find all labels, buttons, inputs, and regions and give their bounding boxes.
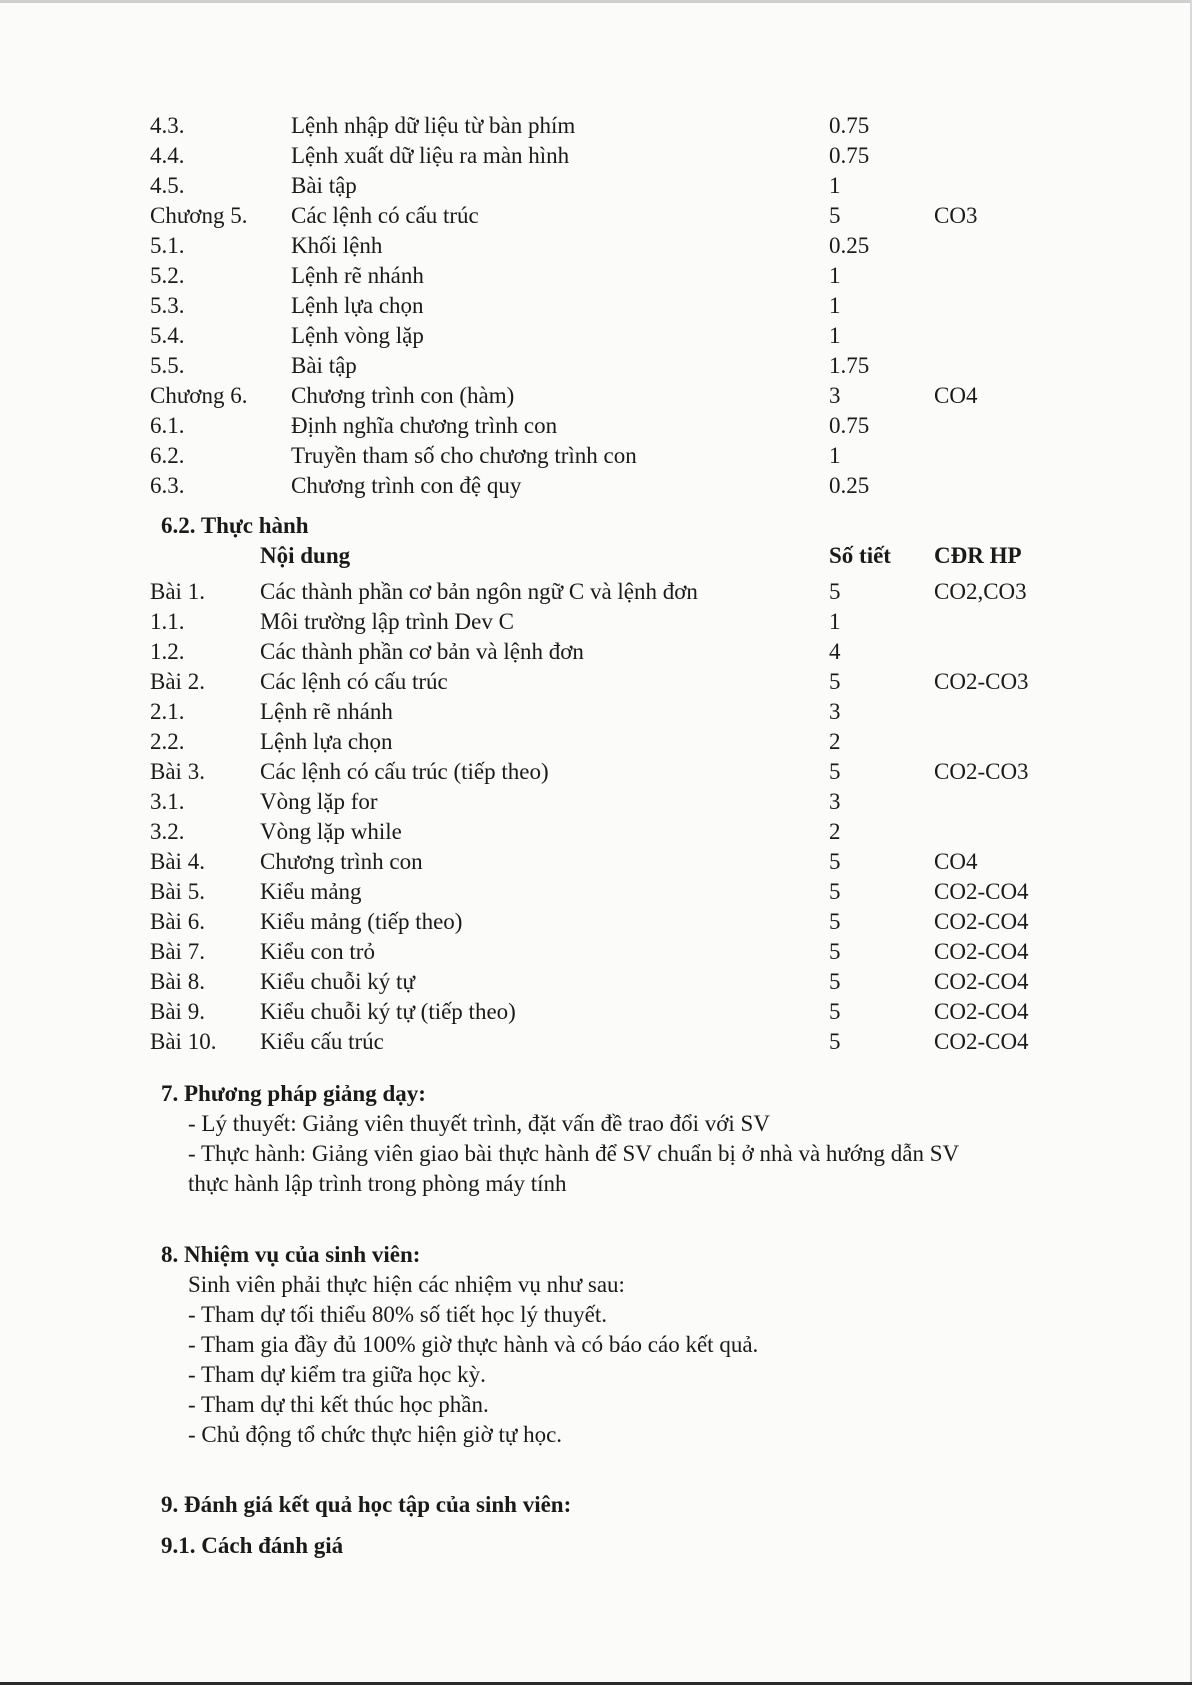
row-clo: CO2-CO3 xyxy=(934,669,1029,694)
row-clo: CO4 xyxy=(934,383,978,408)
row-number: 6.3. xyxy=(150,473,185,498)
theory-row xyxy=(0,471,1192,501)
practice-row xyxy=(0,1027,1192,1057)
row-number: 6.2. xyxy=(150,443,185,468)
row-content: Kiểu cấu trúc xyxy=(260,1029,384,1054)
row-hours: 5 xyxy=(829,909,841,934)
practice-row xyxy=(0,697,1192,727)
row-number: Bài 5. xyxy=(150,879,205,904)
theory-row xyxy=(0,291,1192,321)
row-content: Kiểu chuỗi ký tự (tiếp theo) xyxy=(260,999,516,1024)
section9-subheading: 9.1. Cách đánh giá xyxy=(161,1533,344,1558)
section7-line: - Lý thuyết: Giảng viên thuyết trình, đặt vấn đề trao đổi với SV xyxy=(188,1111,770,1136)
row-content: Các lệnh có cấu trúc (tiếp theo) xyxy=(260,759,549,784)
row-hours: 3 xyxy=(829,699,841,724)
col-content-header: Nội dung xyxy=(260,543,351,568)
row-clo: CO2-CO3 xyxy=(934,759,1029,784)
practice-row xyxy=(0,667,1192,697)
row-clo: CO4 xyxy=(934,849,978,874)
row-hours: 5 xyxy=(829,1029,841,1054)
scan-edge-top xyxy=(0,0,1192,3)
section8-line: - Tham dự kiểm tra giữa học kỳ. xyxy=(188,1362,486,1387)
row-clo: CO2-CO4 xyxy=(934,969,1029,994)
row-content: Các lệnh có cấu trúc xyxy=(291,203,479,228)
row-number: 2.2. xyxy=(150,729,185,754)
row-content: Các thành phần cơ bản ngôn ngữ C và lệnh đơn xyxy=(260,579,698,604)
row-content: Khối lệnh xyxy=(291,233,383,258)
row-content: Bài tập xyxy=(291,353,357,378)
row-hours: 0.75 xyxy=(829,413,870,438)
section7-line: thực hành lập trình trong phòng máy tính xyxy=(188,1171,567,1196)
row-content: Chương trình con đệ quy xyxy=(291,473,522,498)
row-content: Định nghĩa chương trình con xyxy=(291,413,558,438)
theory-row xyxy=(0,171,1192,201)
row-number: 1.2. xyxy=(150,639,185,664)
section8-heading: 8. Nhiệm vụ của sinh viên: xyxy=(161,1242,421,1267)
row-number: Bài 7. xyxy=(150,939,205,964)
theory-row xyxy=(0,261,1192,291)
row-content: Lệnh xuất dữ liệu ra màn hình xyxy=(291,143,570,168)
row-number: 2.1. xyxy=(150,699,185,724)
section8-line: - Tham dự tối thiểu 80% số tiết học lý thuyết. xyxy=(188,1302,607,1327)
row-number: 5.3. xyxy=(150,293,185,318)
practice-row xyxy=(0,937,1192,967)
row-hours: 0.75 xyxy=(829,143,870,168)
row-number: Bài 2. xyxy=(150,669,205,694)
row-content: Lệnh lựa chọn xyxy=(260,729,393,754)
row-clo: CO3 xyxy=(934,203,978,228)
row-hours: 1 xyxy=(829,323,841,348)
row-content: Lệnh vòng lặp xyxy=(291,323,424,348)
theory-row xyxy=(0,201,1192,231)
section8-line: Sinh viên phải thực hiện các nhiệm vụ như sau: xyxy=(188,1272,625,1297)
col-hours-header: Số tiết xyxy=(829,543,891,568)
row-content: Kiểu chuỗi ký tự xyxy=(260,969,415,994)
row-number: 1.1. xyxy=(150,609,185,634)
practice-row xyxy=(0,817,1192,847)
row-hours: 1 xyxy=(829,263,841,288)
row-hours: 0.25 xyxy=(829,473,870,498)
row-content: Bài tập xyxy=(291,173,357,198)
row-hours: 3 xyxy=(829,789,841,814)
practice-heading: 6.2. Thực hành xyxy=(161,513,309,538)
theory-row xyxy=(0,111,1192,141)
row-number: Bài 8. xyxy=(150,969,205,994)
row-clo: CO2-CO4 xyxy=(934,1029,1029,1054)
row-hours: 3 xyxy=(829,383,841,408)
row-hours: 2 xyxy=(829,729,841,754)
theory-row xyxy=(0,141,1192,171)
practice-row xyxy=(0,577,1192,607)
practice-row xyxy=(0,607,1192,637)
practice-row xyxy=(0,967,1192,997)
row-content: Kiểu mảng xyxy=(260,879,362,904)
row-clo: CO2,CO3 xyxy=(934,579,1027,604)
row-clo: CO2-CO4 xyxy=(934,939,1029,964)
row-hours: 0.75 xyxy=(829,113,870,138)
row-hours: 1 xyxy=(829,443,841,468)
row-number: 5.2. xyxy=(150,263,185,288)
row-hours: 1 xyxy=(829,173,841,198)
section7-line: - Thực hành: Giảng viên giao bài thực hành để SV chuẩn bị ở nhà và hướng dẫn SV xyxy=(188,1141,960,1166)
section8-line: - Tham gia đầy đủ 100% giờ thực hành và có báo cáo kết quả. xyxy=(188,1332,759,1357)
row-content: Các lệnh có cấu trúc xyxy=(260,669,448,694)
section8-line: - Tham dự thi kết thúc học phần. xyxy=(188,1392,489,1417)
row-hours: 1 xyxy=(829,609,841,634)
theory-row xyxy=(0,231,1192,261)
section9-heading: 9. Đánh giá kết quả học tập của sinh viên: xyxy=(161,1492,572,1517)
row-content: Kiểu con trỏ xyxy=(260,939,375,964)
row-hours: 5 xyxy=(829,849,841,874)
practice-row xyxy=(0,847,1192,877)
theory-row xyxy=(0,411,1192,441)
row-content: Vòng lặp while xyxy=(260,819,402,844)
practice-row xyxy=(0,997,1192,1027)
row-number: 5.5. xyxy=(150,353,185,378)
row-content: Kiểu mảng (tiếp theo) xyxy=(260,909,463,934)
row-hours: 5 xyxy=(829,579,841,604)
row-hours: 1 xyxy=(829,293,841,318)
row-content: Lệnh rẽ nhánh xyxy=(291,263,424,288)
row-number: Chương 6. xyxy=(150,383,248,408)
row-content: Chương trình con xyxy=(260,849,423,874)
row-number: 6.1. xyxy=(150,413,185,438)
practice-row xyxy=(0,727,1192,757)
row-content: Lệnh rẽ nhánh xyxy=(260,699,393,724)
row-content: Các thành phần cơ bản và lệnh đơn xyxy=(260,639,584,664)
row-hours: 2 xyxy=(829,819,841,844)
row-clo: CO2-CO4 xyxy=(934,879,1029,904)
section7-heading: 7. Phương pháp giảng dạy: xyxy=(161,1081,426,1106)
row-clo: CO2-CO4 xyxy=(934,999,1029,1024)
row-content: Truyền tham số cho chương trình con xyxy=(291,443,637,468)
row-number: 4.3. xyxy=(150,113,185,138)
row-number: Bài 3. xyxy=(150,759,205,784)
row-number: 4.4. xyxy=(150,143,185,168)
row-number: Bài 6. xyxy=(150,909,205,934)
theory-row xyxy=(0,441,1192,471)
row-content: Chương trình con (hàm) xyxy=(291,383,515,408)
row-content: Lệnh lựa chọn xyxy=(291,293,424,318)
theory-row xyxy=(0,321,1192,351)
section8-line: - Chủ động tổ chức thực hiện giờ tự học. xyxy=(188,1422,563,1447)
row-number: Bài 1. xyxy=(150,579,205,604)
practice-row xyxy=(0,907,1192,937)
row-content: Lệnh nhập dữ liệu từ bàn phím xyxy=(291,113,576,138)
practice-row xyxy=(0,787,1192,817)
row-hours: 1.75 xyxy=(829,353,870,378)
row-number: Chương 5. xyxy=(150,203,248,228)
practice-row xyxy=(0,637,1192,667)
theory-row xyxy=(0,381,1192,411)
row-number: 4.5. xyxy=(150,173,185,198)
theory-row xyxy=(0,351,1192,381)
row-hours: 5 xyxy=(829,203,841,228)
row-number: Bài 9. xyxy=(150,999,205,1024)
row-hours: 4 xyxy=(829,639,841,664)
row-number: 3.1. xyxy=(150,789,185,814)
row-hours: 5 xyxy=(829,669,841,694)
row-content: Vòng lặp for xyxy=(260,789,378,814)
row-content: Môi trường lập trình Dev C xyxy=(260,609,514,634)
row-hours: 5 xyxy=(829,759,841,784)
row-hours: 0.25 xyxy=(829,233,870,258)
col-clo-header: CĐR HP xyxy=(934,543,1022,568)
row-number: 5.4. xyxy=(150,323,185,348)
row-hours: 5 xyxy=(829,939,841,964)
practice-row xyxy=(0,757,1192,787)
row-number: 5.1. xyxy=(150,233,185,258)
row-number: 3.2. xyxy=(150,819,185,844)
row-hours: 5 xyxy=(829,879,841,904)
row-hours: 5 xyxy=(829,969,841,994)
practice-table-header xyxy=(0,541,1192,571)
row-clo: CO2-CO4 xyxy=(934,909,1029,934)
row-hours: 5 xyxy=(829,999,841,1024)
row-number: Bài 4. xyxy=(150,849,205,874)
practice-row xyxy=(0,877,1192,907)
row-number: Bài 10. xyxy=(150,1029,217,1054)
